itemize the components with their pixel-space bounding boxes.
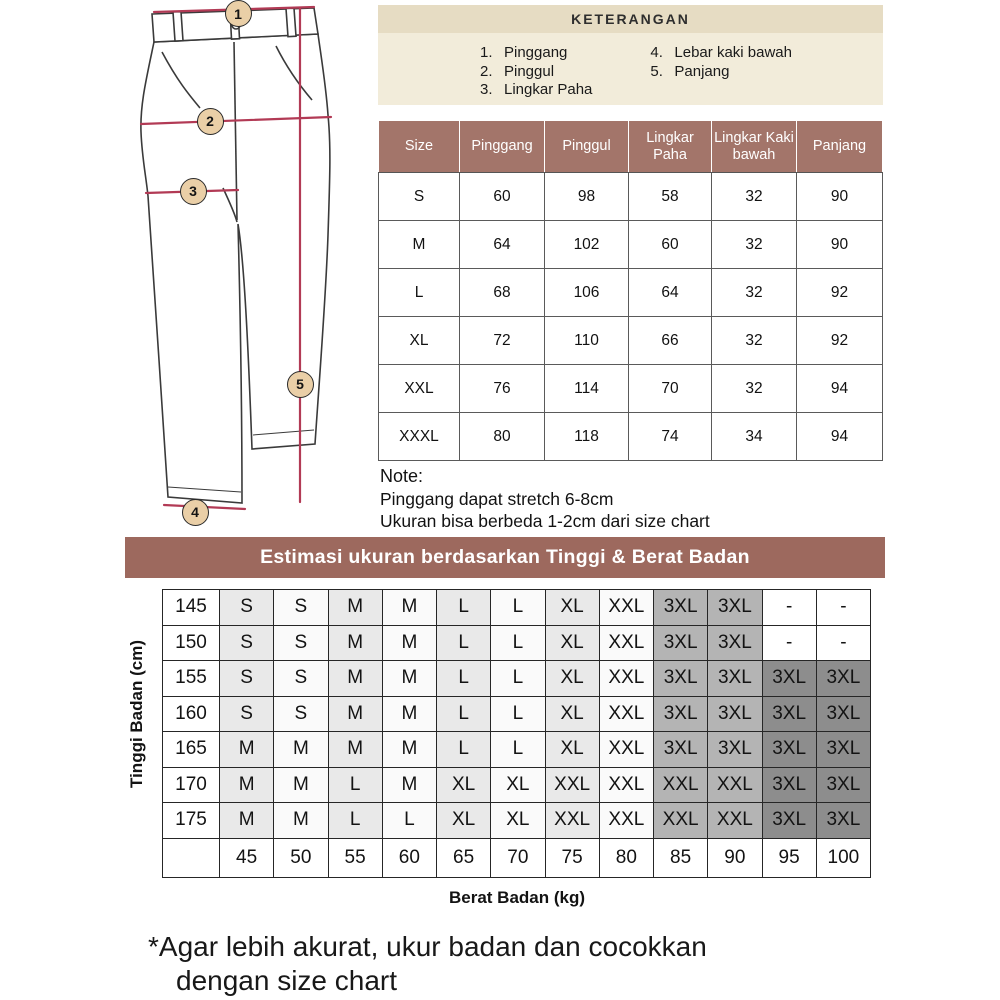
estimation-cell: M	[274, 732, 328, 768]
estimation-cell: L	[382, 803, 436, 839]
estimation-cell: 3XL	[654, 625, 708, 661]
estimation-cell: XXL	[708, 803, 762, 839]
size-table-row	[379, 269, 883, 317]
estimation-cell: XL	[545, 732, 599, 768]
height-label-cell: 170	[163, 767, 220, 803]
estimation-row	[163, 767, 871, 803]
y-axis-label: Tinggi Badan (cm)	[127, 640, 146, 788]
estimation-cell: L	[328, 803, 382, 839]
size-label-cell: M	[379, 221, 460, 269]
estimation-cell: XL	[545, 696, 599, 732]
estimation-cell: -	[816, 625, 870, 661]
marker-4: 4	[182, 499, 209, 526]
estimation-cell: XXL	[599, 590, 653, 626]
size-table	[378, 120, 883, 461]
size-label-cell: L	[379, 269, 460, 317]
estimation-cell: 3XL	[816, 732, 870, 768]
estimation-cell: 3XL	[708, 696, 762, 732]
size-value-cell: 102	[545, 221, 629, 269]
estimation-cell: M	[382, 625, 436, 661]
legend-item	[650, 63, 792, 82]
estimation-cell: XL	[437, 767, 491, 803]
estimation-cell: 3XL	[654, 661, 708, 697]
notes-title: Note:	[380, 466, 424, 486]
estimation-row	[163, 625, 871, 661]
estimation-cell: L	[328, 767, 382, 803]
estimation-cell: 3XL	[816, 803, 870, 839]
size-table-header-cell: Lingkar Paha	[629, 121, 712, 173]
estimation-cell: S	[220, 625, 274, 661]
height-label-cell: 160	[163, 696, 220, 732]
estimation-cell: S	[220, 696, 274, 732]
legend-column-right	[650, 44, 792, 105]
size-value-cell: 106	[545, 269, 629, 317]
estimation-cell: M	[274, 767, 328, 803]
estimation-cell: XXL	[599, 767, 653, 803]
size-value-cell: 66	[629, 317, 712, 365]
estimation-cell: XL	[545, 625, 599, 661]
legend-body	[378, 33, 883, 105]
size-value-cell: 34	[712, 413, 797, 461]
estimation-cell: XXL	[599, 803, 653, 839]
estimation-row	[163, 732, 871, 768]
size-table-header-cell: Pinggul	[545, 121, 629, 173]
estimation-cell: L	[437, 661, 491, 697]
legend-item	[480, 81, 592, 100]
estimation-cell: 3XL	[708, 590, 762, 626]
footer-note-line: dengan size chart	[176, 965, 398, 996]
estimation-cell: S	[220, 590, 274, 626]
weight-label-cell: 85	[654, 838, 708, 877]
legend-box	[378, 5, 883, 105]
estimation-cell: S	[274, 696, 328, 732]
height-label-cell: 150	[163, 625, 220, 661]
estimation-cell: M	[382, 732, 436, 768]
size-value-cell: 92	[797, 317, 883, 365]
height-label-cell: 145	[163, 590, 220, 626]
legend-item-label: Pinggang	[504, 44, 568, 61]
estimation-cell: XXL	[599, 661, 653, 697]
belt-loop	[173, 12, 183, 41]
estimation-cell: S	[274, 625, 328, 661]
legend-item-label: Lingkar Paha	[504, 81, 593, 98]
estimation-cell: L	[437, 590, 491, 626]
size-label-cell: XL	[379, 317, 460, 365]
size-table-row	[379, 221, 883, 269]
legend-item-label: Panjang	[674, 62, 730, 80]
estimation-cell: XXL	[599, 732, 653, 768]
estimation-cell: -	[762, 625, 816, 661]
estimation-cell: 3XL	[708, 661, 762, 697]
estimation-cell: XXL	[708, 767, 762, 803]
size-value-cell: 32	[712, 365, 797, 413]
estimation-cell: L	[491, 625, 545, 661]
estimation-row	[163, 661, 871, 697]
size-value-cell: 64	[460, 221, 545, 269]
size-table-header-cell: Panjang	[797, 121, 883, 173]
estimation-cell: M	[220, 732, 274, 768]
estimation-row	[163, 696, 871, 732]
size-table-row	[379, 317, 883, 365]
estimation-cell: M	[328, 590, 382, 626]
notes	[380, 466, 710, 532]
estimation-cell: XL	[491, 803, 545, 839]
size-value-cell: 58	[629, 173, 712, 221]
estimation-cell: M	[382, 767, 436, 803]
size-table-header-cell: Lingkar Kaki bawah	[712, 121, 797, 173]
estimation-cell: M	[328, 732, 382, 768]
marker-1: 1	[225, 0, 252, 27]
size-table-header-cell: Size	[379, 121, 460, 173]
legend-item-number: 1.	[480, 44, 493, 61]
legend-item	[650, 44, 792, 63]
size-label-cell: XXXL	[379, 413, 460, 461]
weight-label-cell: 80	[599, 838, 653, 877]
weight-label-cell: 100	[816, 838, 870, 877]
estimation-cell: 3XL	[762, 696, 816, 732]
estimation-cell: 3XL	[654, 732, 708, 768]
size-value-cell: 118	[545, 413, 629, 461]
size-value-cell: 94	[797, 413, 883, 461]
size-label-cell: S	[379, 173, 460, 221]
legend-item-number: 3.	[480, 81, 493, 98]
estimation-cell: 3XL	[762, 661, 816, 697]
height-label-cell: 155	[163, 661, 220, 697]
size-value-cell: 80	[460, 413, 545, 461]
weight-label-cell: 50	[274, 838, 328, 877]
weight-label-cell: 95	[762, 838, 816, 877]
size-table-header-cell: Pinggang	[460, 121, 545, 173]
estimation-cell: XL	[437, 803, 491, 839]
legend-item	[480, 63, 592, 82]
size-value-cell: 70	[629, 365, 712, 413]
weight-label-cell: 75	[545, 838, 599, 877]
estimation-cell: L	[491, 661, 545, 697]
legend-item-number: 2.	[480, 62, 493, 80]
marker-5: 5	[287, 371, 314, 398]
size-table-row	[379, 173, 883, 221]
size-value-cell: 72	[460, 317, 545, 365]
marker-3: 3	[180, 178, 207, 205]
estimation-cell: 3XL	[816, 661, 870, 697]
estimation-cell: S	[274, 661, 328, 697]
weight-label-cell: 65	[437, 838, 491, 877]
size-value-cell: 110	[545, 317, 629, 365]
size-value-cell: 90	[797, 173, 883, 221]
size-table-header-row	[379, 121, 883, 173]
size-value-cell: 60	[460, 173, 545, 221]
size-label-cell: XXL	[379, 365, 460, 413]
estimation-cell: -	[816, 590, 870, 626]
legend-item-label: Pinggul	[504, 62, 555, 80]
estimation-cell: 3XL	[708, 625, 762, 661]
estimation-cell: 3XL	[762, 732, 816, 768]
estimation-cell: S	[274, 590, 328, 626]
weight-label-cell: 55	[328, 838, 382, 877]
size-value-cell: 94	[797, 365, 883, 413]
pants-diagram	[118, 0, 383, 530]
estimation-cell: L	[437, 696, 491, 732]
footer-note-line: *Agar lebih akurat, ukur badan dan cocokkan	[148, 931, 707, 962]
estimation-cell: XXL	[654, 803, 708, 839]
estimation-cell: 3XL	[762, 767, 816, 803]
height-label-cell: 165	[163, 732, 220, 768]
estimation-table	[162, 589, 871, 878]
estimation-cell: M	[382, 590, 436, 626]
estimation-cell: XL	[491, 767, 545, 803]
estimation-cell: M	[382, 696, 436, 732]
estimation-cell: L	[491, 590, 545, 626]
estimation-cell: M	[328, 625, 382, 661]
corner-cell	[163, 838, 220, 877]
notes-line: Ukuran bisa berbeda 1-2cm dari size chart	[380, 510, 710, 531]
estimation-cell: XXL	[599, 696, 653, 732]
estimation-cell: 3XL	[816, 696, 870, 732]
estimation-row	[163, 590, 871, 626]
estimation-cell: M	[220, 767, 274, 803]
size-value-cell: 114	[545, 365, 629, 413]
size-value-cell: 92	[797, 269, 883, 317]
estimation-cell: M	[274, 803, 328, 839]
estimation-cell: XL	[545, 661, 599, 697]
size-value-cell: 32	[712, 173, 797, 221]
estimation-cell: L	[491, 696, 545, 732]
size-value-cell: 68	[460, 269, 545, 317]
estimation-banner: Estimasi ukuran berdasarkan Tinggi & Berat Badan	[125, 537, 885, 578]
estimation-cell: M	[328, 696, 382, 732]
size-table-row	[379, 413, 883, 461]
estimation-cell: M	[220, 803, 274, 839]
size-value-cell: 32	[712, 269, 797, 317]
estimation-cell: M	[328, 661, 382, 697]
marker-2: 2	[197, 108, 224, 135]
estimation-cell: 3XL	[708, 732, 762, 768]
estimation-cell: -	[762, 590, 816, 626]
estimation-cell: L	[491, 732, 545, 768]
estimation-cell: XXL	[599, 625, 653, 661]
pants-drawing	[141, 8, 330, 503]
estimation-cell: 3XL	[762, 803, 816, 839]
estimation-cell: XXL	[545, 803, 599, 839]
legend-title: KETERANGAN	[378, 5, 883, 33]
notes-line: Pinggang dapat stretch 6-8cm	[380, 489, 614, 509]
footer-note	[148, 930, 707, 998]
estimation-cell: XL	[545, 590, 599, 626]
estimation-cell: XXL	[654, 767, 708, 803]
size-value-cell: 76	[460, 365, 545, 413]
legend-item-number: 4.	[650, 44, 663, 61]
weight-label-row	[163, 838, 871, 877]
size-value-cell: 60	[629, 221, 712, 269]
size-value-cell: 98	[545, 173, 629, 221]
estimation-row	[163, 803, 871, 839]
weight-label-cell: 45	[220, 838, 274, 877]
estimation-cell: 3XL	[816, 767, 870, 803]
legend-item	[480, 44, 592, 63]
estimation-cell: L	[437, 625, 491, 661]
size-table-row	[379, 365, 883, 413]
size-value-cell: 74	[629, 413, 712, 461]
weight-label-cell: 90	[708, 838, 762, 877]
estimation-cell: 3XL	[654, 590, 708, 626]
estimation-cell: L	[437, 732, 491, 768]
size-value-cell: 90	[797, 221, 883, 269]
size-value-cell: 64	[629, 269, 712, 317]
weight-label-cell: 70	[491, 838, 545, 877]
estimation-cell: 3XL	[654, 696, 708, 732]
legend-column-left	[480, 44, 592, 105]
belt-loop	[286, 8, 296, 37]
x-axis-label: Berat Badan (kg)	[448, 888, 586, 907]
size-value-cell: 32	[712, 317, 797, 365]
height-label-cell: 175	[163, 803, 220, 839]
legend-item-label: Lebar kaki bawah	[674, 44, 792, 61]
estimation-cell: M	[382, 661, 436, 697]
estimation-cell: S	[220, 661, 274, 697]
estimation-cell: XXL	[545, 767, 599, 803]
size-value-cell: 32	[712, 221, 797, 269]
weight-label-cell: 60	[382, 838, 436, 877]
legend-item-number: 5.	[650, 62, 663, 80]
